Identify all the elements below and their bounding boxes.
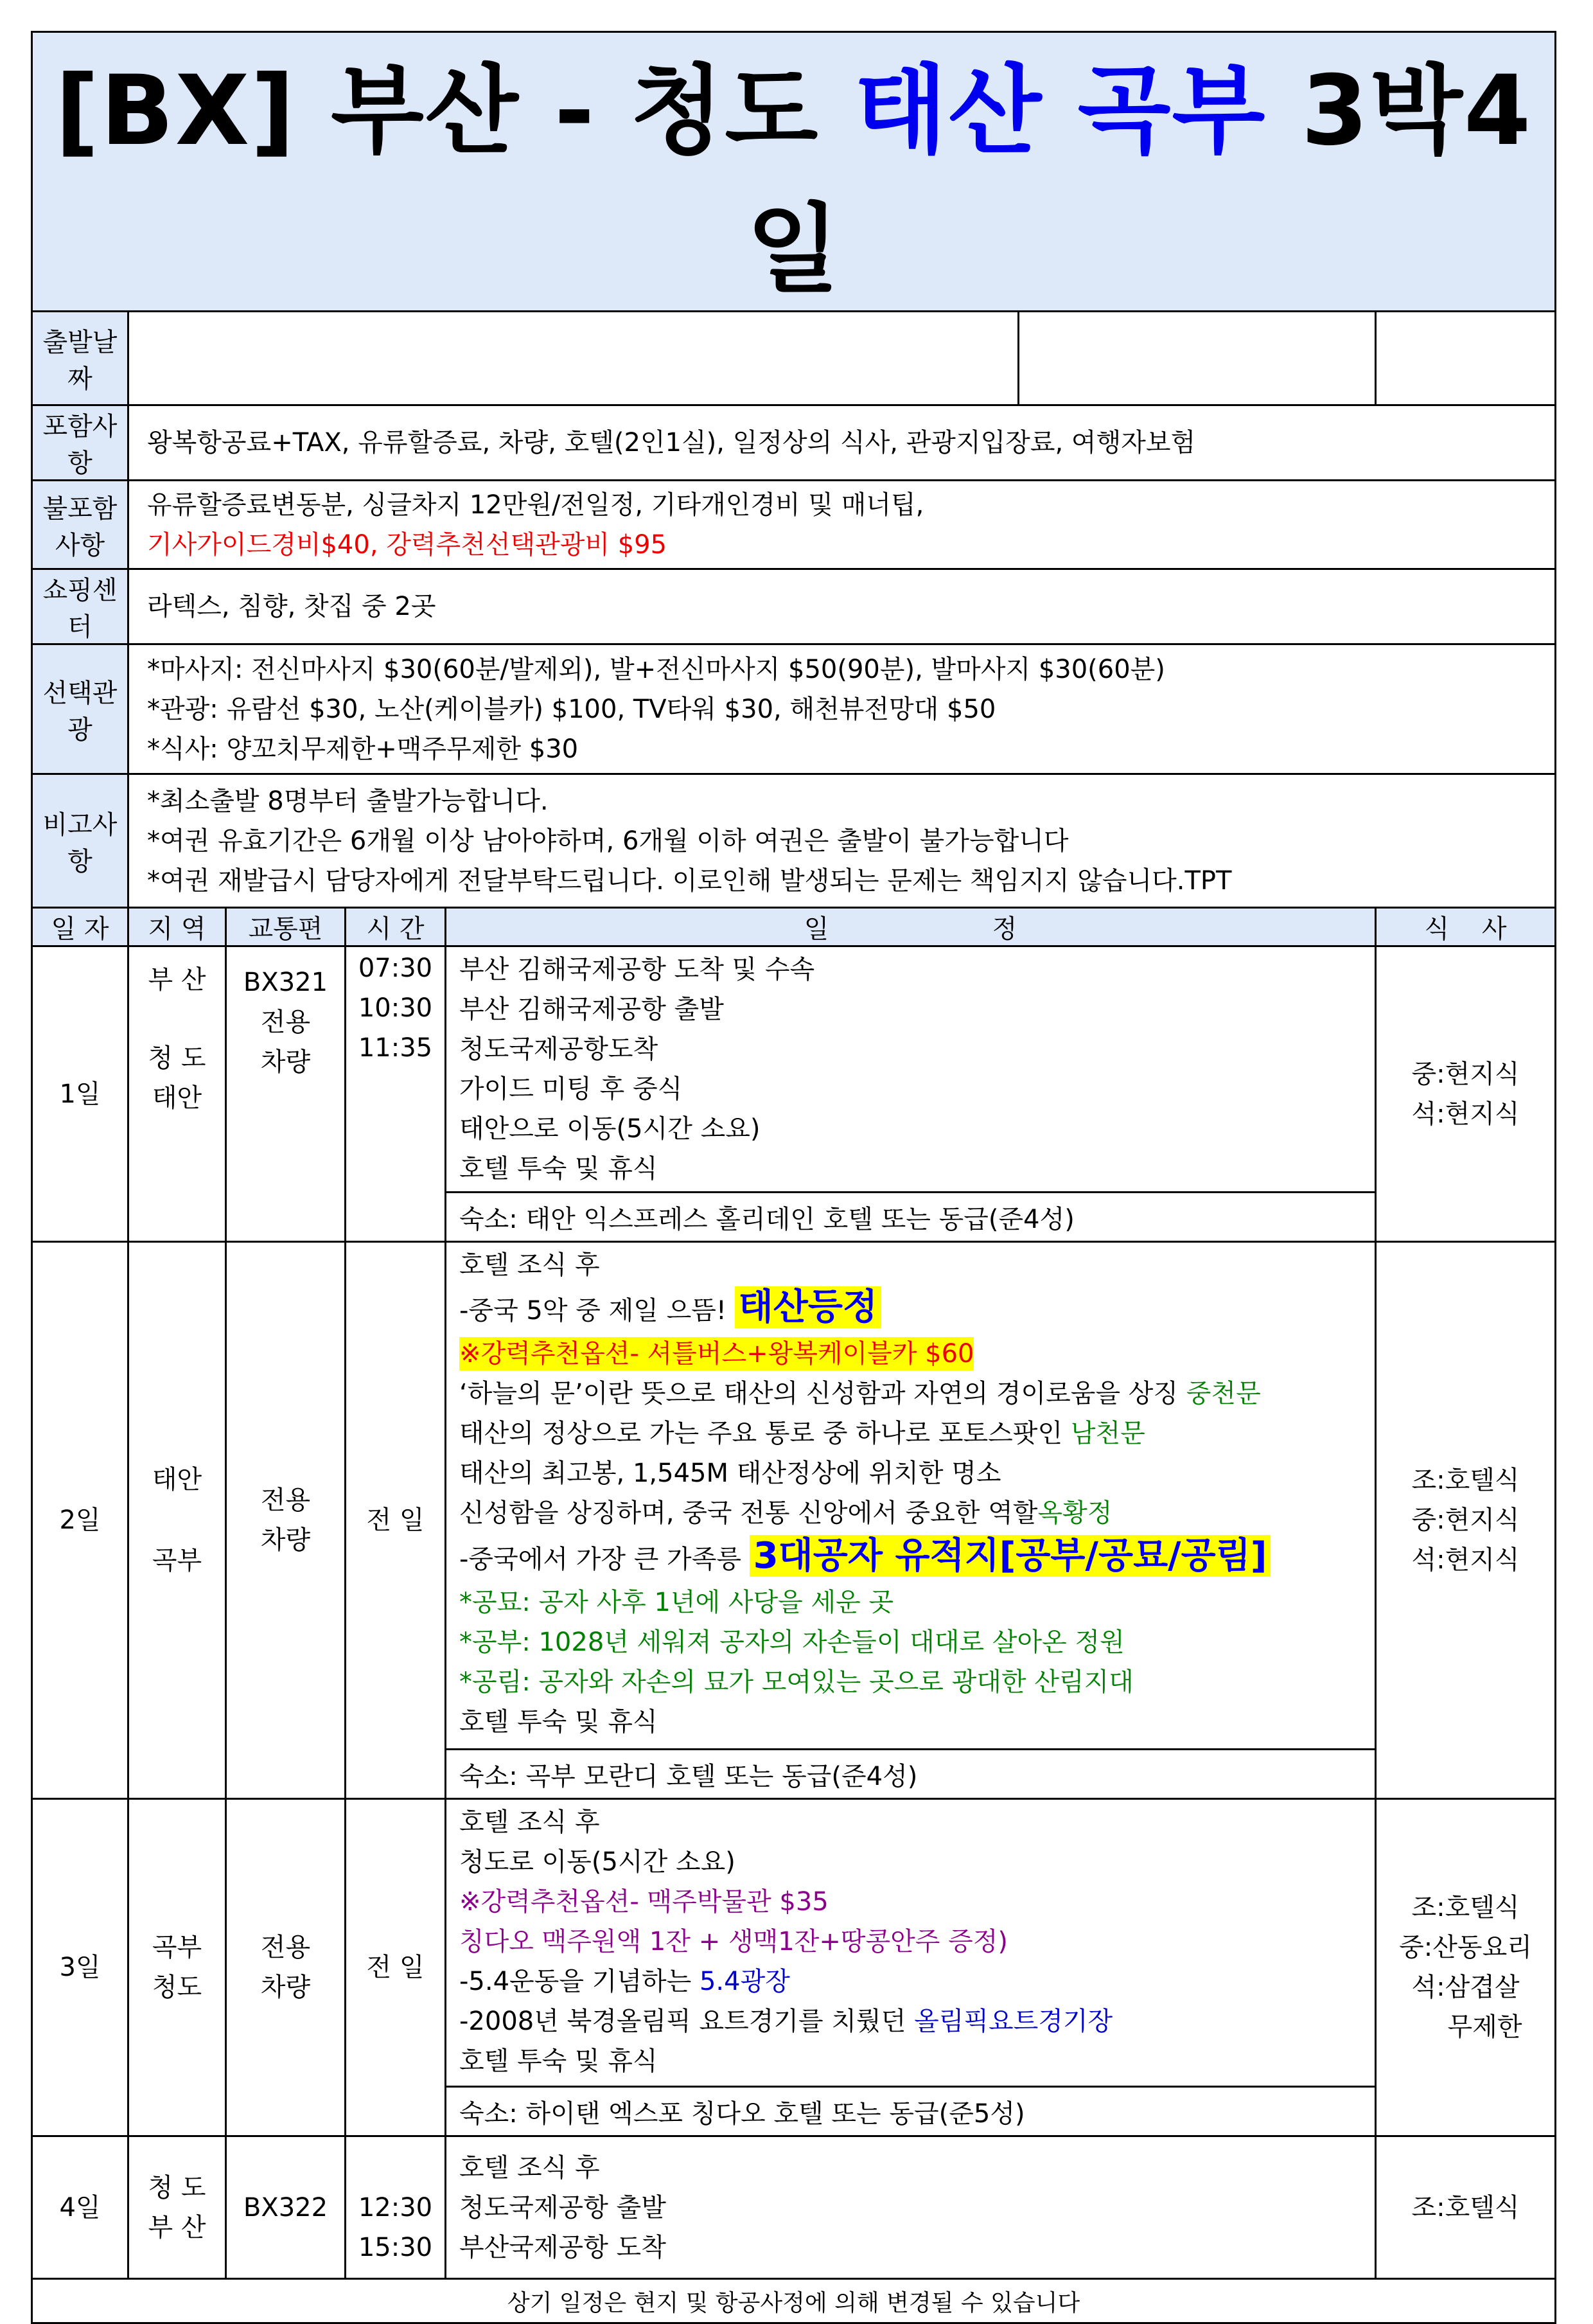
day3-lodging: 숙소: 하이탠 엑스포 칭다오 호텔 또는 동급(준5성) bbox=[446, 2087, 1376, 2136]
remarks-value bbox=[128, 774, 1556, 908]
optional-label: 선택관광 bbox=[32, 644, 128, 774]
departure-divider bbox=[1017, 312, 1019, 404]
day1-times: 07:30 10:30 11:35 bbox=[346, 946, 446, 1242]
excluded-line-1: 유류할증료변동분, 싱글차지 12만원/전일정, 기타개인경비 및 매너팁, bbox=[147, 490, 924, 520]
day2-transport: 전용 차량 bbox=[226, 1242, 346, 1799]
shopping-value: 라텍스, 침향, 찻집 중 2곳 bbox=[128, 569, 1556, 644]
day3-time: 전 일 bbox=[346, 1799, 446, 2136]
departure-label: 출발날짜 bbox=[32, 312, 128, 405]
excluded-label: 불포함사항 bbox=[32, 481, 128, 569]
footer-note: 상기 일정은 현지 및 항공사정에 의해 변경될 수 있습니다 bbox=[32, 2279, 1556, 2323]
day1-meals: 중:현지식 석:현지식 bbox=[1376, 946, 1556, 1242]
departure-value bbox=[128, 312, 1376, 405]
day1-region: 부 산 청 도 태안 bbox=[128, 946, 226, 1242]
header-meals: 식 사 bbox=[1376, 908, 1556, 946]
optional-value bbox=[128, 644, 1556, 774]
day2-schedule: 호텔 조식 후 -중국 5악 중 제일 으뜸! 태산등정 ※강력추천옵션- 셔틀버스+왕복케이블카 $60 ‘하늘의 문’이란 뜻으로 태산의 신성함과 자연의 경이로움을 상징 중천문 태산의 정상으로 가는 주요 통로 중 하나로 포토스팟인 남천문 태산의 최고봉, 1,545M 태산정상에 위치한 명소 신성함을 상징하며, 중국 전통 신앙에서 중요한 역할옥황정 -중국에서 가장 큰 가족릉 3대공자 유적지[공부/공묘/공림] *공묘: 공자 사후 1년에 사당을 세운 곳 *공부: 1028년 세워져 공자의 자손들이 대대로 살아온 정원 *공림: 공자와 자손의 묘가 모여있는 곳으로 광대한 산림지대 호텔 투숙 및 휴식 bbox=[446, 1242, 1376, 1750]
excluded-line-2: 기사가이드경비$40, 강력추천선택관광비 $95 bbox=[147, 529, 667, 560]
day3-transport: 전용 차량 bbox=[226, 1799, 346, 2136]
day4-transport: BX322 bbox=[226, 2136, 346, 2279]
shopping-label: 쇼핑센터 bbox=[32, 569, 128, 644]
title-highlight: 태산 곡부 bbox=[854, 55, 1267, 167]
included-label: 포함사항 bbox=[32, 405, 128, 481]
remarks-line-2: *여권 유효기간은 6개월 이상 남아야하며, 6개월 이하 여권은 출발이 불가능합니다 bbox=[147, 826, 1069, 856]
excluded-value bbox=[128, 481, 1556, 569]
day3-region: 곡부 청도 bbox=[128, 1799, 226, 2136]
day2-region: 태안 곡부 bbox=[128, 1242, 226, 1799]
day2-label: 2일 bbox=[32, 1242, 128, 1799]
day3-schedule: 호텔 조식 후 청도로 이동(5시간 소요) ※강력추천옵션- 맥주박물관 $35 칭다오 맥주원액 1잔 + 생맥1잔+땅콩안주 증정) -5.4운동을 기념하는 5.4광장 -2008년 북경올림픽 요트경기를 치뤘던 올림픽요트경기장 호텔 투숙 및 휴식 bbox=[446, 1799, 1376, 2087]
remarks-line-1: *최소출발 8명부터 출발가능합니다. bbox=[147, 786, 549, 816]
day3-meals: 조:호텔식 중:산동요리 석:삼겹살 무제한 bbox=[1376, 1799, 1556, 2136]
day4-times: 12:30 15:30 bbox=[346, 2136, 446, 2279]
day2-lodging: 숙소: 곡부 모란디 호텔 또는 동급(준4성) bbox=[446, 1750, 1376, 1799]
taishan-highlight: 태산등정 bbox=[735, 1286, 881, 1328]
day1-transport: BX321 전용 차량 bbox=[226, 946, 346, 1242]
optional-line-3: *식사: 양꼬치무제한+맥주무제한 $30 bbox=[147, 734, 579, 764]
day4-label: 4일 bbox=[32, 2136, 128, 2279]
title-prefix: [BX] 부산 - 청도 bbox=[55, 55, 854, 167]
day3-label: 3일 bbox=[32, 1799, 128, 2136]
included-value: 왕복항공료+TAX, 유류할증료, 차량, 호텔(2인1실), 일정상의 식사, 관광지입장료, 여행자보험 bbox=[128, 405, 1556, 481]
day4-schedule: 호텔 조식 후 청도국제공항 출발 부산국제공항 도착 bbox=[446, 2136, 1376, 2279]
day4-region: 청 도 부 산 bbox=[128, 2136, 226, 2279]
day1-lodging: 숙소: 태안 익스프레스 홀리데인 호텔 또는 동급(준4성) bbox=[446, 1193, 1376, 1242]
header-region: 지 역 bbox=[128, 908, 226, 946]
optional-line-1: *마사지: 전신마사지 $30(60분/발제외), 발+전신마사지 $50(90분), 발마사지 $30(60분) bbox=[147, 654, 1165, 684]
departure-extra bbox=[1376, 312, 1556, 405]
header-schedule: 일 정 bbox=[446, 908, 1376, 946]
day2-meals: 조:호텔식 중:현지식 석:현지식 bbox=[1376, 1242, 1556, 1799]
remarks-line-3: *여권 재발급시 담당자에게 전달부탁드립니다. 이로인해 발생되는 문제는 책임지지 않습니다.TPT bbox=[147, 865, 1232, 896]
itinerary-sheet bbox=[31, 31, 1554, 2324]
day1-schedule: 부산 김해국제공항 도착 및 수속 부산 김해국제공항 출발 청도국제공항도착 가이드 미팅 후 중식 태안으로 이동(5시간 소요) 호텔 투숙 및 휴식 bbox=[446, 946, 1376, 1193]
day4-meals: 조:호텔식 bbox=[1376, 2136, 1556, 2279]
remarks-label: 비고사항 bbox=[32, 774, 128, 908]
day2-time: 전 일 bbox=[346, 1242, 446, 1799]
title-suffix: 3박4일 bbox=[746, 55, 1533, 306]
day1-label: 1일 bbox=[32, 946, 128, 1242]
header-transport: 교통편 bbox=[226, 908, 346, 946]
header-time: 시 간 bbox=[346, 908, 446, 946]
confucius-highlight: 3대공자 유적지[공부/공묘/공림] bbox=[750, 1535, 1271, 1577]
itinerary-table bbox=[31, 31, 1556, 2324]
optional-line-2: *관광: 유람선 $30, 노산(케이블카) $100, TV타워 $30, 해천뷰전망대 $50 bbox=[147, 694, 996, 724]
header-day: 일 자 bbox=[32, 908, 128, 946]
page-title bbox=[32, 32, 1556, 312]
